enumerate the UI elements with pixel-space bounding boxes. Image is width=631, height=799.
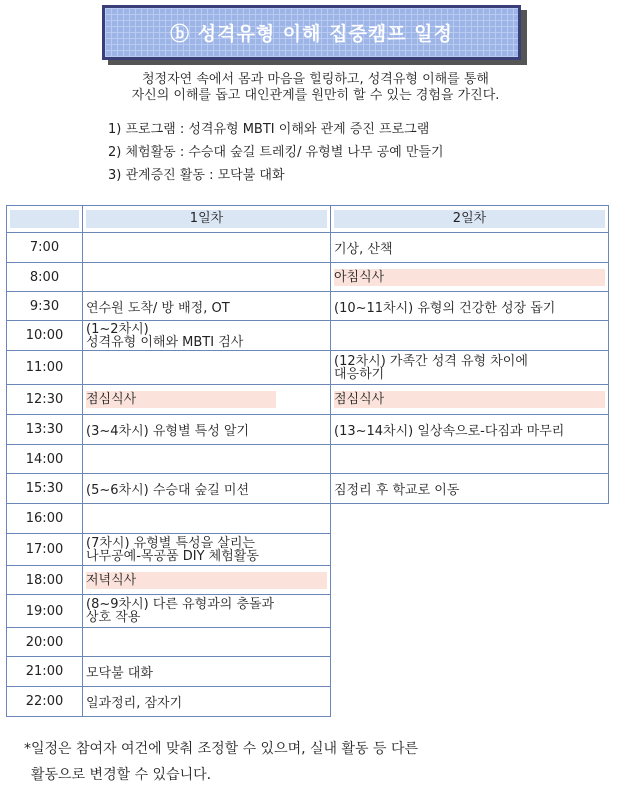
intro-line-2: 자신의 이해를 돕고 대인관계를 원만히 할 수 있는 경험을 가진다. xyxy=(131,88,500,103)
table-row xyxy=(7,657,609,687)
cell-text: (5~6차시) 수승대 숲길 미션 xyxy=(86,483,249,498)
time-cell: 21:00 xyxy=(7,657,83,687)
cell-text: (10~11차시) 유형의 건강한 성장 돕기 xyxy=(334,300,556,316)
program-item: 2) 체험활동 : 수승대 숲길 트레킹/ 유형별 나무 공예 만들기 xyxy=(108,145,444,160)
schedule-body xyxy=(7,233,609,717)
empty-cell xyxy=(331,595,609,628)
time-cell: 8:00 xyxy=(7,263,83,292)
empty-cell xyxy=(331,657,609,687)
cell-text: 연수원 도착/ 방 배정, OT xyxy=(86,300,230,316)
empty-cell xyxy=(331,566,609,595)
time-cell: 7:00 xyxy=(7,233,83,263)
cell-text-line: (12차시) 가족간 성격 유형 차이에 xyxy=(334,353,528,369)
table-row xyxy=(7,233,609,263)
day1-cell xyxy=(83,445,331,474)
day2-cell xyxy=(331,351,609,385)
header-day2-label: 2일차 xyxy=(334,210,605,228)
cell-text: 점심식사 xyxy=(334,391,605,408)
table-row xyxy=(7,385,609,415)
day1-cell xyxy=(83,351,331,385)
cell-text-line: (7차시) 유형별 특성을 살리는 xyxy=(86,535,255,551)
program-item: 3) 관계증진 활동 : 모닥불 대화 xyxy=(108,168,285,183)
cell-text-line: 대응하기 xyxy=(334,366,385,382)
cell-text: 저녁식사 xyxy=(86,572,327,589)
header-cell-day1 xyxy=(83,206,331,233)
time-cell: 22:00 xyxy=(7,687,83,717)
table-row xyxy=(7,595,609,628)
day2-cell xyxy=(331,263,609,292)
title-banner xyxy=(102,5,521,60)
program-item: 1) 프로그램 : 성격유형 MBTI 이해와 관계 증진 프로그램 xyxy=(108,122,430,137)
day1-cell xyxy=(83,321,331,351)
cell-text: 기상, 산책 xyxy=(334,242,393,257)
day1-cell xyxy=(83,534,331,566)
table-row xyxy=(7,504,609,534)
time-cell: 15:30 xyxy=(7,474,83,504)
table-row xyxy=(7,534,609,566)
footnote-line-2: 활동으로 변경할 수 있습니다. xyxy=(31,767,212,783)
day1-cell xyxy=(83,385,331,415)
table-row xyxy=(7,415,609,445)
time-cell: 10:00 xyxy=(7,321,83,351)
cell-text: 일과정리, 잠자기 xyxy=(86,696,183,711)
day1-cell xyxy=(83,687,331,717)
cell-text-line: 상호 작용 xyxy=(86,610,141,625)
time-cell: 9:30 xyxy=(7,292,83,321)
table-header-row xyxy=(7,206,609,233)
cell-text-line: (8~9차시) 다른 유형과의 충돌과 xyxy=(86,597,275,612)
header-cell-day2 xyxy=(331,206,609,233)
day1-cell xyxy=(83,292,331,321)
day2-cell xyxy=(331,233,609,263)
table-row xyxy=(7,445,609,474)
empty-cell xyxy=(331,628,609,657)
time-cell: 13:30 xyxy=(7,415,83,445)
table-row xyxy=(7,292,609,321)
time-cell: 12:30 xyxy=(7,385,83,415)
cell-text-line: (1~2차시) xyxy=(86,321,149,337)
day1-cell xyxy=(83,657,331,687)
time-cell: 11:00 xyxy=(7,351,83,385)
cell-text: 점심식사 xyxy=(86,391,276,408)
day2-cell xyxy=(331,292,609,321)
cell-text: 아침식사 xyxy=(334,269,605,286)
cell-text: 짐정리 후 학교로 이동 xyxy=(334,483,460,498)
table-row xyxy=(7,474,609,504)
time-cell: 20:00 xyxy=(7,628,83,657)
intro-line-1: 청정자연 속에서 몸과 마음을 힐링하고, 성격유형 이해를 통해 xyxy=(141,72,489,87)
time-cell: 19:00 xyxy=(7,595,83,628)
day1-cell xyxy=(83,263,331,292)
table-row xyxy=(7,263,609,292)
day1-cell xyxy=(83,595,331,628)
program-list xyxy=(108,118,444,187)
empty-cell xyxy=(331,534,609,566)
cell-text: (13~14차시) 일상속으로-다짐과 마무리 xyxy=(334,424,565,439)
day2-cell xyxy=(331,415,609,445)
table-row xyxy=(7,628,609,657)
time-cell: 18:00 xyxy=(7,566,83,595)
empty-cell xyxy=(331,504,609,534)
cell-text: (3~4차시) 유형별 특성 알기 xyxy=(86,424,249,439)
table-row xyxy=(7,321,609,351)
table-row xyxy=(7,566,609,595)
empty-cell xyxy=(331,687,609,717)
time-cell: 16:00 xyxy=(7,504,83,534)
day1-cell xyxy=(83,233,331,263)
day2-cell xyxy=(331,445,609,474)
day2-cell xyxy=(331,474,609,504)
schedule-table xyxy=(6,205,609,717)
cell-text-line: 나무공예-목공품 DIY 체험활동 xyxy=(86,548,259,564)
header-cell-time xyxy=(7,206,83,233)
day1-cell xyxy=(83,628,331,657)
table-row xyxy=(7,351,609,385)
day1-cell xyxy=(83,415,331,445)
table-row xyxy=(7,687,609,717)
day2-cell xyxy=(331,321,609,351)
time-cell: 17:00 xyxy=(7,534,83,566)
day1-cell xyxy=(83,566,331,595)
footnote xyxy=(24,736,418,788)
day2-cell xyxy=(331,385,609,415)
cell-text: 모닥불 대화 xyxy=(86,666,153,681)
day1-cell xyxy=(83,504,331,534)
header-day1-label: 1일차 xyxy=(86,210,327,228)
intro-text xyxy=(0,72,631,104)
cell-text-line: 성격유형 이해와 MBTI 검사 xyxy=(86,334,244,350)
day1-cell xyxy=(83,474,331,504)
time-cell: 14:00 xyxy=(7,445,83,474)
page-title: ⓑ 성격유형 이해 집중캠프 일정 xyxy=(170,23,453,45)
footnote-line-1: *일정은 참여자 여건에 맞춰 조정할 수 있으며, 실내 활동 등 다른 xyxy=(24,741,419,757)
